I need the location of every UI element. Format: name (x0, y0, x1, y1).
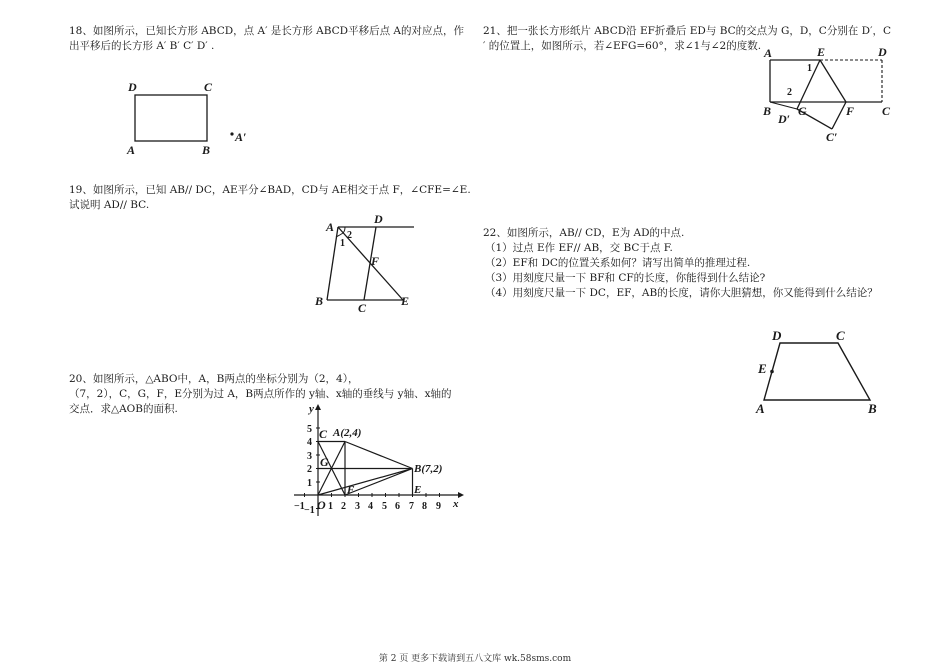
q22-line-1: 22、如图所示，AB// CD，E为 AD的中点. (483, 227, 685, 239)
label-2: 2 (787, 87, 792, 98)
label-2: 2 (347, 230, 352, 241)
x-tick-label-1: 1 (328, 501, 333, 512)
label-a: A (127, 143, 136, 157)
q18-line-2: 出平移后的长方形 A′ B′ C′ D′ . (69, 40, 215, 52)
label-b: B(7,2) (414, 463, 443, 475)
x-tick-label-6: 6 (395, 501, 400, 512)
label-b: B (868, 401, 877, 416)
rectangle-abcd (135, 95, 207, 141)
label-e: E (414, 484, 422, 496)
x-tick-label-3: 3 (355, 501, 360, 512)
label-1: 1 (807, 63, 812, 74)
y-tick-label-4: 4 (307, 437, 312, 448)
q22-line-5: （4）用刻度尺量一下 DC，EF，AB的长度，请你大胆猜想，你又能得到什么结论？ (485, 287, 878, 299)
segment-fb (345, 469, 413, 496)
label-c: C (319, 427, 328, 441)
y-axis-arrow (315, 404, 321, 410)
y-tick-label-1: 1 (307, 478, 312, 489)
q18-line-1: 18、如图所示，已知长方形 ABCD，点 A′ 是长方形 ABCD平移后点 A的对应点，作 (69, 25, 464, 37)
label-e: E (758, 361, 767, 376)
label-c: C (882, 104, 891, 118)
y-tick-label-neg1: −1 (304, 505, 315, 516)
segment-ob (318, 469, 413, 496)
q20-line-1: 20、如图所示，△ABO中，A，B两点的坐标分别为（2，4）， (69, 373, 359, 385)
label-d: D (374, 212, 383, 226)
label-d: D (128, 80, 137, 94)
q21-fold-figure (760, 44, 900, 148)
trapezoid-abcd (764, 343, 870, 400)
label-f: F (347, 484, 355, 496)
q22-line-2: （1）过点 E作 EF// AB，交 BC于点 F. (485, 242, 673, 254)
x-tick-label-5: 5 (382, 501, 387, 512)
label-b: B (763, 104, 772, 118)
label-c-prime: C′ (826, 130, 838, 144)
label-d: D (878, 45, 887, 59)
q18-rectangle-figure (118, 78, 268, 160)
label-d-prime: D′ (778, 112, 791, 126)
label-e: E (817, 45, 826, 59)
label-a: A (326, 220, 335, 234)
label-a: A (764, 46, 773, 60)
page-footer: 第 2 页 更多下载请到五八文库 wk.58sms.com (378, 654, 572, 664)
axis-label-y: y (309, 403, 314, 415)
x-tick-label-9: 9 (436, 501, 441, 512)
q21-line-1: 21、把一张长方形纸片 ABCD沿 EF折叠后 ED与 BC的交点为 G，D，C分别在 D′，C (483, 25, 891, 37)
x-tick-label-4: 4 (368, 501, 373, 512)
label-a: A (756, 401, 765, 416)
label-c: C (358, 301, 367, 315)
y-tick-label-3: 3 (307, 451, 312, 462)
fold-ef (820, 60, 846, 102)
label-a-prime: A′ (235, 130, 247, 144)
label-g: G (320, 455, 329, 469)
x-axis-arrow (458, 492, 464, 498)
label-g: G (798, 104, 807, 118)
q19-geometry-figure (310, 210, 420, 318)
x-tick-label-neg1: −1 (294, 501, 305, 512)
point-a-prime (230, 132, 233, 135)
q21-line-2: ′ 的位置上，如图所示，若∠EFG=60°，求∠1与∠2的度数. (483, 40, 762, 52)
q20-coordinate-figure (290, 400, 470, 522)
y-tick-label-5: 5 (307, 424, 312, 435)
y-tick-label-2: 2 (307, 464, 312, 475)
q22-line-4: （3）用刻度尺量一下 BF和 CF的长度，你能得到什么结论? (485, 272, 766, 284)
x-tick-label-8: 8 (422, 501, 427, 512)
q19-line-2: 试说明 AD// BC. (69, 199, 150, 211)
line-bg (770, 102, 797, 109)
label-c: C (204, 80, 213, 94)
label-f: F (846, 104, 855, 118)
line-ab (327, 227, 338, 300)
q22-line-3: （2）EF和 DC的位置关系如何？请写出简单的推理过程. (485, 257, 751, 269)
label-e: E (401, 294, 410, 308)
x-tick-label-7: 7 (409, 501, 414, 512)
label-f: F (371, 254, 380, 268)
label-o: O (317, 498, 326, 512)
label-c: C (836, 328, 845, 343)
folded-c-prime-f (832, 102, 846, 129)
q20-line-3: 交点．求△AOB的面积. (69, 403, 178, 415)
label-a: A(2,4) (333, 427, 362, 439)
point-e (770, 370, 774, 374)
label-b: B (315, 294, 324, 308)
q19-line-1: 19、如图所示，已知 AB// DC，AE平分∠BAD，CD与 AE相交于点 F，∠CFE=∠E. (69, 184, 471, 196)
q20-line-2: （7，2），C，G，F，E分别为过 A，B两点所作的 y轴、x轴的垂线与 y轴、x轴的 (69, 388, 452, 400)
label-1: 1 (340, 238, 345, 249)
axis-label-x: x (453, 498, 459, 510)
angle-arc-2 (343, 227, 345, 233)
label-d: D (772, 328, 782, 343)
segment-ab (345, 442, 413, 469)
label-b: B (202, 143, 211, 157)
q22-trapezoid-figure (754, 328, 894, 418)
x-tick-label-2: 2 (341, 501, 346, 512)
